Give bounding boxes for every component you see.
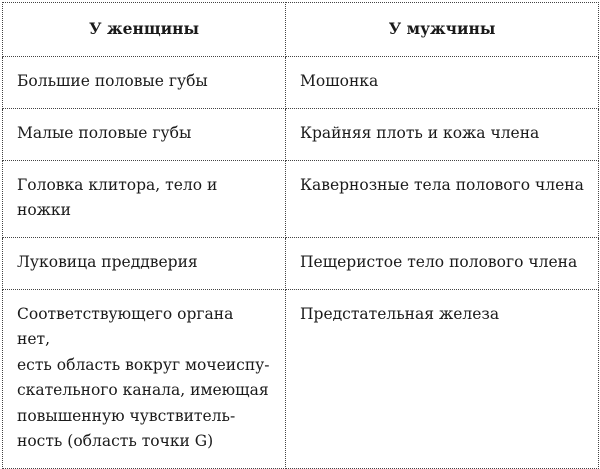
cell-male: Пещеристое тело полового члена — [286, 237, 599, 289]
cell-male: Мошонка — [286, 56, 599, 108]
header-row — [3, 3, 599, 57]
header-female: У женщины — [3, 3, 286, 57]
table-row — [3, 108, 599, 160]
table-row — [3, 289, 599, 468]
cell-male: Предстательная железа — [286, 289, 599, 468]
cell-female: Большие половые губы — [3, 56, 286, 108]
header-male: У мужчины — [286, 3, 599, 57]
comparison-table — [2, 2, 599, 469]
cell-male: Кавернозные тела полового члена — [286, 160, 599, 237]
cell-female: Малые половые губы — [3, 108, 286, 160]
cell-female: Головка клитора, тело и ножки — [3, 160, 286, 237]
table-row — [3, 56, 599, 108]
table-row — [3, 160, 599, 237]
cell-female: Соответствующего органа нет, есть область вокруг мочеиспу- скательного канала, имеющая повышенную чувствитель- ность (область точки G) — [3, 289, 286, 468]
cell-female: Луковица преддверия — [3, 237, 286, 289]
table-row — [3, 237, 599, 289]
cell-male: Крайняя плоть и кожа члена — [286, 108, 599, 160]
